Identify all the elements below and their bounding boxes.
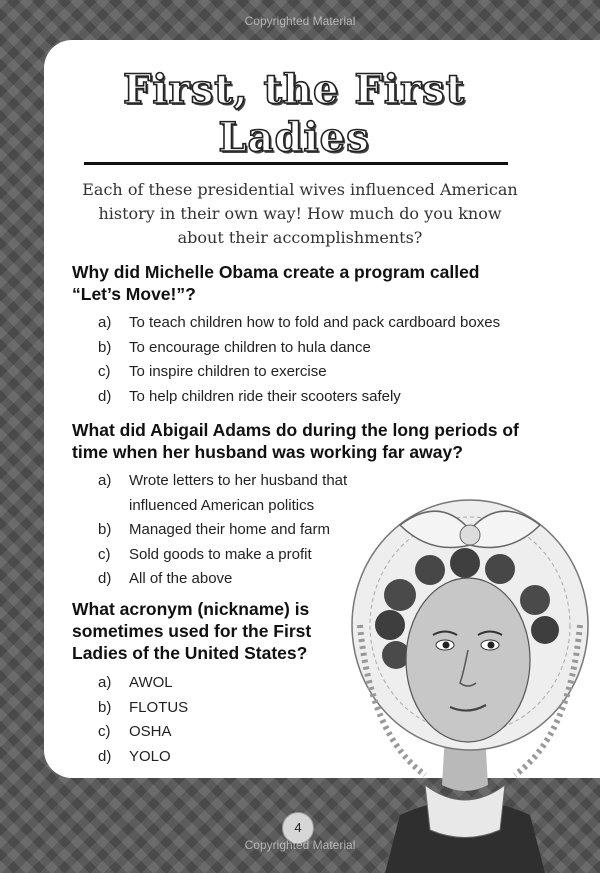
page-number: 4 <box>282 812 314 844</box>
title-divider <box>84 162 508 165</box>
option: c) To inspire children to exercise <box>98 363 327 380</box>
option: a) To teach children how to fold and pack cardboard boxes <box>98 314 501 331</box>
option: a) AWOL <box>98 674 173 691</box>
option: a) Wrote letters to her husband that influenced American politics <box>98 472 348 514</box>
abigail-adams-portrait <box>330 485 600 873</box>
option: b) Managed their home and farm <box>98 521 330 538</box>
option: b) To encourage children to hula dance <box>98 338 371 356</box>
watermark-top: Copyrighted Material <box>244 14 356 28</box>
option: c) OSHA <box>98 723 172 740</box>
option: d) YOLO <box>98 747 171 765</box>
question-2: What did Abigail Adams do during the long periods of time when her husband was working far away? <box>72 420 519 462</box>
question-3-options <box>98 671 298 769</box>
option: d) All of the above <box>98 570 233 587</box>
question-3: What acronym (nickname) is sometimes used for the First Ladies of the United States? <box>72 599 312 663</box>
option: d) To help children ride their scooters safely <box>98 387 401 405</box>
option: c) Sold goods to make a profit <box>98 545 312 563</box>
watermark-bottom: Copyrighted Material <box>244 838 356 852</box>
intro-text: Each of these presidential wives influenced American history in their own way! How much do you know about their accomplishments? <box>82 180 518 247</box>
question-1-options <box>98 311 538 409</box>
option: b) FLOTUS <box>98 698 189 716</box>
question-1: Why did Michelle Obama create a program called “Let’s Move!”? <box>72 262 480 304</box>
page-title: First, the First Ladies <box>122 66 466 161</box>
